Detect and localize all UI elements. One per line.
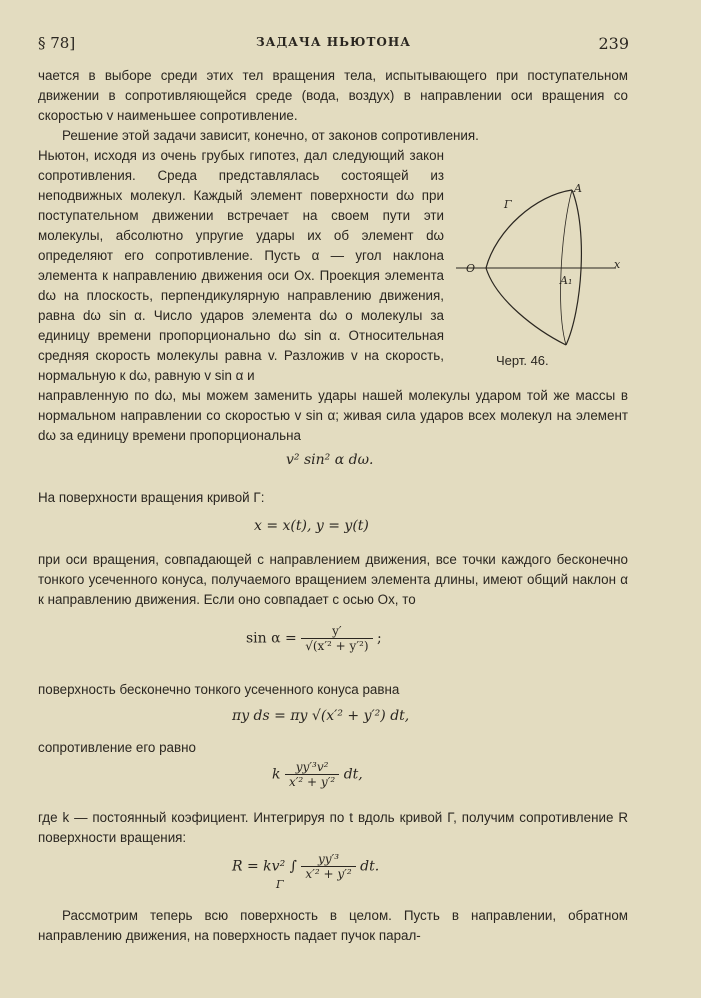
label-point-a1: A₁ <box>560 274 573 287</box>
paragraph-newton-continued: направленную по dω, мы можем заменить удары нашей молекулы ударом той же массы в нормальном направлении со скоростью v sin α; живая сила ударов всех молекул на элемент dω за единицу времени пропорциональна <box>38 388 628 443</box>
fraction-numerator: y′ <box>301 624 372 639</box>
curve-gamma-lower <box>486 268 566 345</box>
curve-gamma-upper <box>486 190 572 268</box>
fraction-numerator: yy′³ <box>301 852 355 867</box>
fraction <box>301 624 372 653</box>
figure-caption: Черт. 46. <box>496 353 549 368</box>
paragraph-resistance: сопротивление его равно <box>38 740 196 755</box>
fraction-denominator: √(x′² + y′²) <box>305 639 369 653</box>
label-x-axis: x <box>614 258 621 271</box>
formula-lhs: sin α = <box>246 630 297 647</box>
paragraph-surface: На поверхности вращения кривой Γ: <box>38 490 265 505</box>
paragraph-intro: чается в выборе среди этих тел вращения тела, испытывающего при поступательном движении в сопротивляющейся среде (вода, воздух) в направлении оси вращения со скоростью v наименьшее сопротивление. <box>38 68 628 123</box>
paragraph-integral-intro: где k — постоянный коэфициент. Интегрируя по t вдоль кривой Γ, получим сопротивление R поверхности вращения: <box>38 810 628 845</box>
page-number: 239 <box>598 34 629 53</box>
formula-lhs: k <box>272 766 281 783</box>
fraction <box>301 852 355 881</box>
formula-energy: v² sin² α dω. <box>286 452 374 468</box>
label-curve-gamma: Γ <box>504 198 512 211</box>
paragraph-axis: при оси вращения, совпадающей с направлением движения, все точки каждого бесконечно тонкого усеченного конуса, получаемого вращением элемента длины, имеют общий наклон α к направлению движения. Если оно совпадает с осью Ox, то <box>38 552 628 607</box>
page-header <box>38 34 629 56</box>
figure-46-diagram <box>456 170 626 370</box>
paragraph-newton-hypothesis: Ньютон, исходя из очень грубых гипотез, дал следующий закон сопротивления. Среда представлялась состоящей из неподвижных молекул. Каждый элемент поверхности dω при поступательном движении встречает на своем пути эти молекулы, абсолютно упругие удары их об элемент dω определяют его сопротивление. Пусть α — угол наклона элемента к направлению движения оси Ox. Проекция элемента dω на плоскость, перпендикулярную направлению движения, равна dω sin α. Число ударов элемента dω о молекулы за единицу времени пропорционально dω sin α. Относительная средняя скорость молекулы равна v. Разложив v на скорость, нормальную к dω, равную v sin α и <box>38 148 444 383</box>
label-point-a: A <box>574 182 582 195</box>
paragraph-solution-start: Решение этой задачи зависит, конечно, от законов сопротивления. <box>62 128 479 143</box>
paragraph-cone-surface: поверхность бесконечно тонкого усеченного конуса равна <box>38 682 400 697</box>
integral-subscript: Γ <box>276 878 284 891</box>
fraction-denominator: x′² + y′² <box>305 867 352 881</box>
formula-cone-area: πy ds = πy √(x′² + y′²) dt, <box>232 708 410 724</box>
label-origin: O <box>466 262 476 275</box>
fraction-denominator: x′² + y′² <box>288 775 336 789</box>
formula-curve: x = x(t), y = y(t) <box>254 518 369 534</box>
formula-tail: dt, <box>343 766 363 783</box>
section-number: § 78] <box>38 34 76 52</box>
fraction <box>285 760 339 789</box>
formula-tail: ; <box>376 630 382 647</box>
fraction-numerator: yy′³v² <box>285 760 339 775</box>
formula-sin-alpha <box>246 624 382 653</box>
paragraph-consider: Рассмотрим теперь всю поверхность в целом. Пусть в направлении, обратном направлению движения, на поверхность падает пучок парал- <box>38 908 628 943</box>
formula-tail: dt. <box>360 858 380 875</box>
formula-element-resistance <box>272 760 363 789</box>
formula-lhs: R = kv² ∫ <box>232 858 297 875</box>
running-title: ЗАДАЧА НЬЮТОНА <box>256 35 411 49</box>
formula-total-resistance <box>232 852 380 891</box>
